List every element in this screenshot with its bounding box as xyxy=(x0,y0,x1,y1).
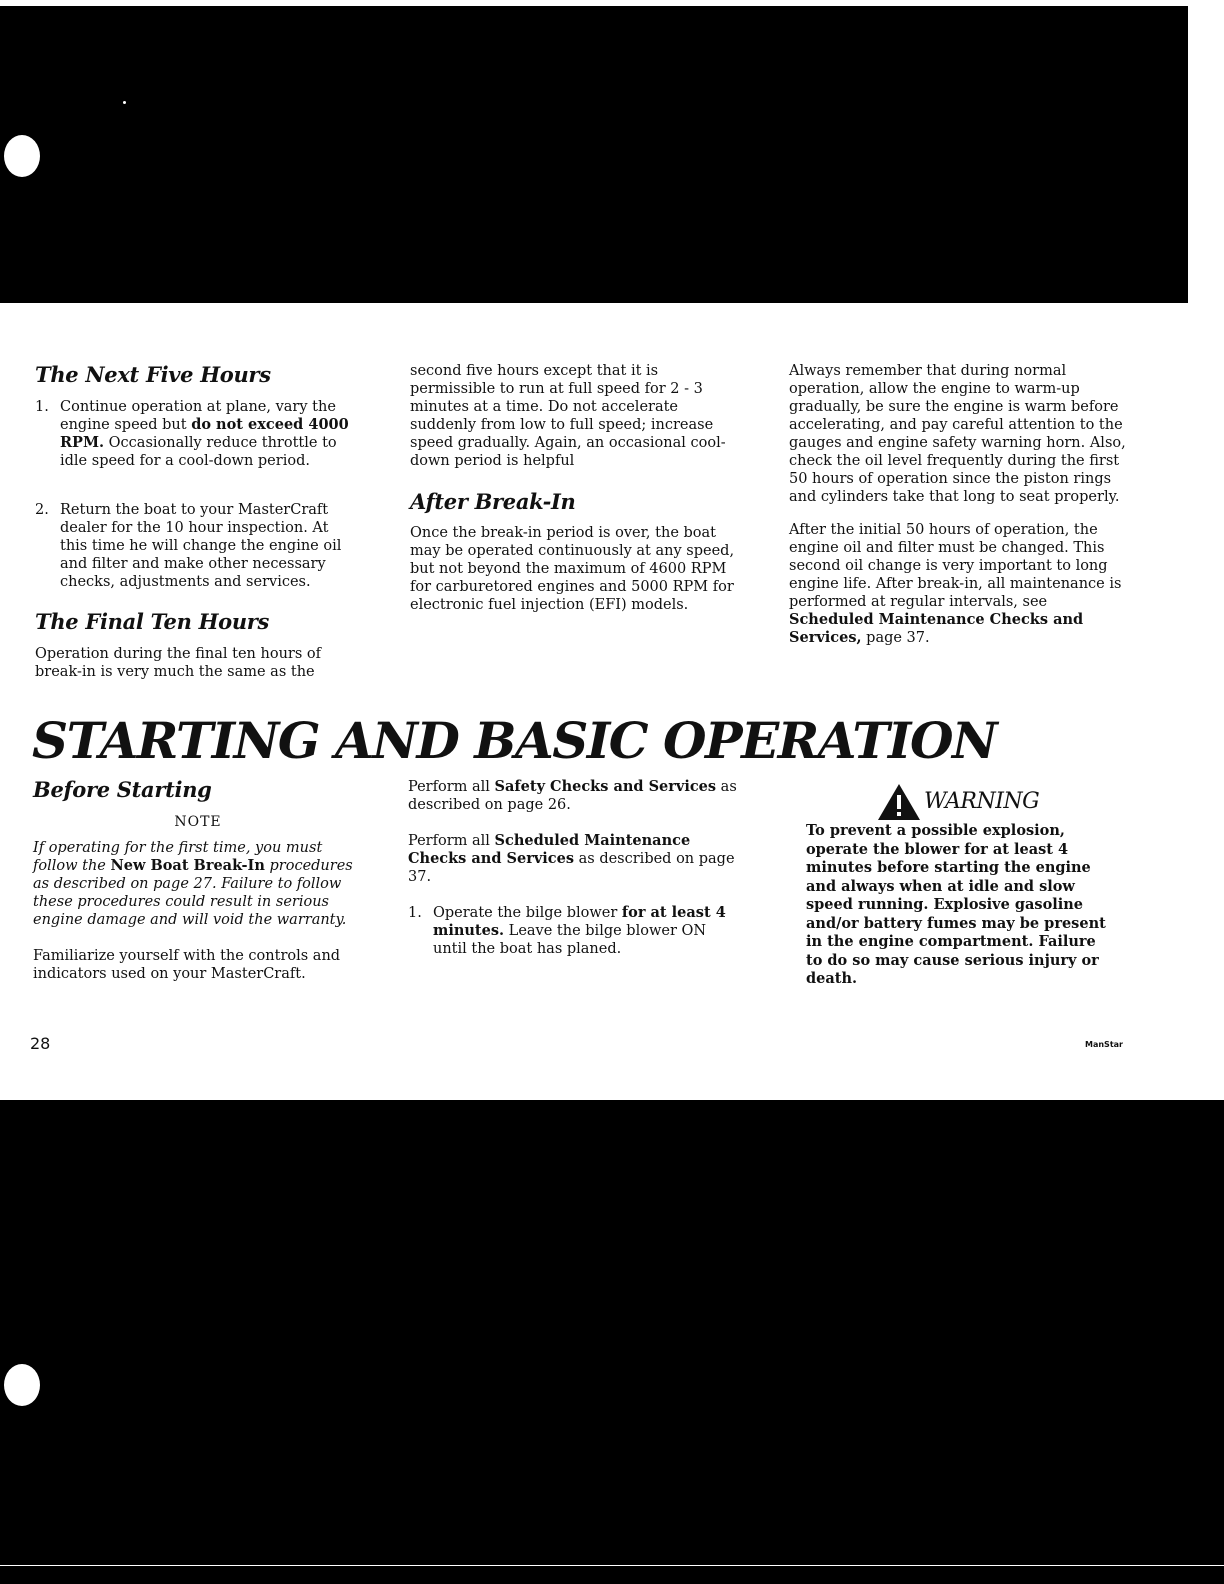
scan-speck xyxy=(123,101,126,104)
page-number: 28 xyxy=(30,1034,51,1053)
top-scan-border xyxy=(0,6,1188,303)
warning-header xyxy=(876,782,1106,822)
item-number: 2. xyxy=(35,502,49,518)
column-1-bottom xyxy=(33,777,363,983)
warning-triangle-icon xyxy=(876,782,922,822)
item-number: 1. xyxy=(35,399,49,415)
final-ten-text: Operation during the final ten hours of break-in is very much the same as the xyxy=(35,646,321,680)
warning-label: WARNING xyxy=(924,789,1040,814)
item-text: Return the boat to your MasterCraft dealer for the 10 hour inspection. At this time he will change the engine oil and filter and make other necessary checks, adjustments and services. xyxy=(60,502,342,590)
list-item xyxy=(408,904,738,958)
next-five-hours-heading: The Next Five Hours xyxy=(35,362,271,387)
after-break-in-heading: After Break-In xyxy=(410,489,576,514)
before-starting-heading: Before Starting xyxy=(33,777,212,802)
list-item xyxy=(35,398,360,470)
item-number: 1. xyxy=(408,905,422,921)
bottom-scan-border xyxy=(0,1100,1224,1584)
manstar-logo: ManStar xyxy=(1085,1040,1123,1049)
maintenance-checks-text: Perform all Scheduled Maintenance Checks and Services as described on page 37. xyxy=(408,832,735,885)
column-2-top xyxy=(410,362,740,614)
final-ten-hours-heading: The Final Ten Hours xyxy=(35,609,270,634)
scan-edge-line xyxy=(0,1565,1224,1566)
binder-hole xyxy=(4,1364,40,1406)
column-3-top xyxy=(789,362,1129,647)
continued-text: second five hours except that it is permissible to run at full speed for 2 - 3 minutes at a time. Do not accelerate suddenly from low to full speed; increase speed gradually. Again, an occasional cool-down period is helpful xyxy=(410,363,726,469)
note-label: NOTE xyxy=(174,814,222,830)
binder-hole xyxy=(4,135,40,177)
warm-up-paragraph: Always remember that during normal operation, allow the engine to warm-up gradually, be sure the engine is warm before accelerating, and pay careful attention to the gauges and engine safety warning horn. Also, check the oil level frequently during the first 50 hours of operation since the piston rings and cylinders take that long to seat properly. xyxy=(789,363,1126,505)
list-item xyxy=(35,501,360,591)
familiarize-text: Familiarize yourself with the controls and indicators used on your MasterCraft. xyxy=(33,948,341,982)
safety-checks-text: Perform all Safety Checks and Services as described on page 26. xyxy=(408,778,737,813)
note-text: If operating for the first time, you must follow the New Boat Break-In procedures as described on page 27. Failure to follow these procedures could result in serious engine damage and will void the warranty. xyxy=(33,840,353,928)
column-2-bottom xyxy=(408,778,738,958)
after-break-in-text: Once the break-in period is over, the boat may be operated continuously at any speed, but not beyond the maximum of 4600 RPM for carburetored engines and 5000 RPM for electronic fuel injection (EFI) models. xyxy=(410,525,735,613)
item-text: Operate the bilge blower for at least 4 minutes. Leave the bilge blower ON until the boat has planed. xyxy=(433,904,726,957)
section-title: STARTING AND BASIC OPERATION xyxy=(32,711,997,770)
column-1-top xyxy=(35,362,360,681)
oil-change-paragraph: After the initial 50 hours of operation, the engine oil and filter must be changed. This second oil change is very important to long engine life. After break-in, all maintenance is performed at regular intervals, see Scheduled Maintenance Checks and Services, page 37. xyxy=(789,522,1122,646)
warning-text: To prevent a possible explosion, operate the blower for at least 4 minutes before starting the engine and always when at idle and slow speed running. Explosive gasoline and/or battery fumes may be present in the engine compartment. Failure to do so may cause serious injury or death. xyxy=(806,822,1106,987)
item-text: Continue operation at plane, vary the engine speed but do not exceed 4000 RPM. Occasionally reduce throttle to idle speed for a cool-down period. xyxy=(60,399,349,469)
warning-block xyxy=(806,782,1106,989)
